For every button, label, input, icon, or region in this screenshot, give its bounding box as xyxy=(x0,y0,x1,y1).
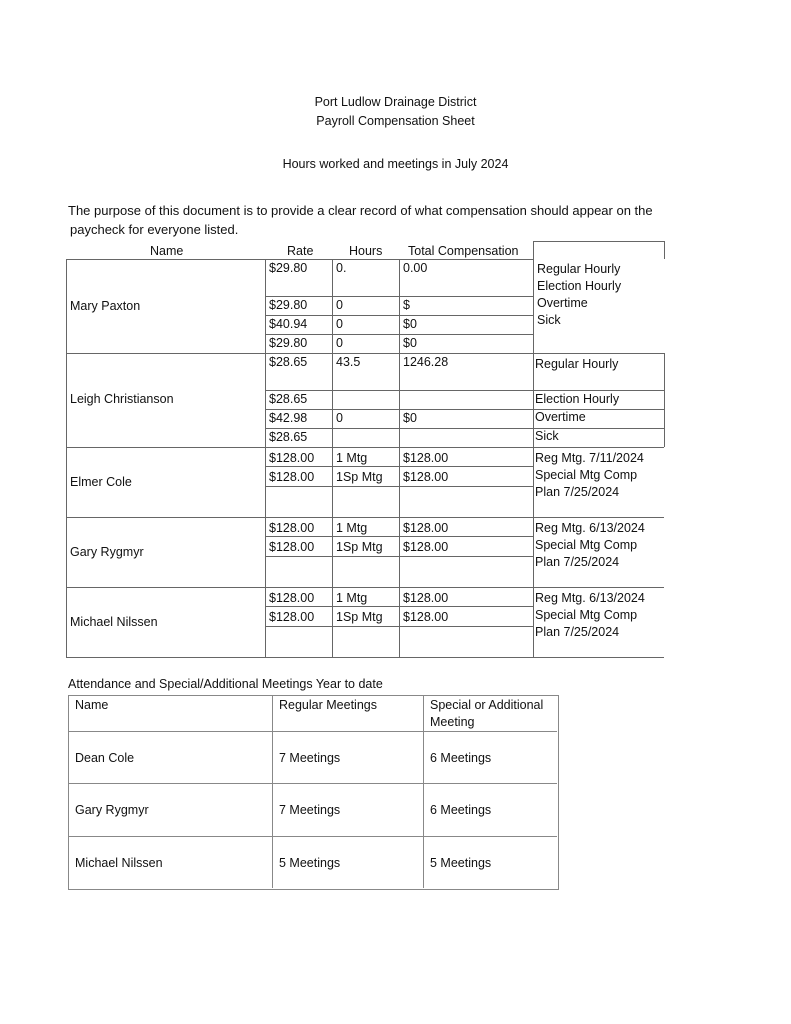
rate-cell: $29.80 xyxy=(269,298,308,312)
total-cell: $128.00 xyxy=(403,451,449,465)
period-heading: Hours worked and meetings in July 2024 xyxy=(282,157,509,171)
pay-type-label: Sick xyxy=(535,429,559,443)
hours-cell: 1 Mtg xyxy=(336,451,368,465)
special-meetings-count: 6 Meetings xyxy=(430,803,492,817)
total-cell: $128.00 xyxy=(403,540,449,554)
employee-name: Elmer Cole xyxy=(70,475,132,489)
attendance-col-header: Name xyxy=(75,698,109,712)
total-cell: $128.00 xyxy=(403,610,449,624)
hours-cell: 1Sp Mtg xyxy=(336,540,383,554)
attendee-name: Gary Rygmyr xyxy=(75,803,149,817)
total-cell: $128.00 xyxy=(403,470,449,484)
rate-cell: $42.98 xyxy=(269,411,308,425)
col-header-hours: Hours xyxy=(349,244,383,258)
employee-name: Michael Nilssen xyxy=(70,615,158,629)
rate-cell: $128.00 xyxy=(269,451,315,465)
total-cell: $128.00 xyxy=(403,591,449,605)
hours-cell: 1Sp Mtg xyxy=(336,610,383,624)
total-cell: 1246.28 xyxy=(403,355,449,369)
pay-type-label: Sick xyxy=(537,313,561,327)
hours-cell: 1 Mtg xyxy=(336,521,368,535)
total-cell: 0.00 xyxy=(403,261,428,275)
grid-line xyxy=(68,783,557,784)
hours-cell: 1 Mtg xyxy=(336,591,368,605)
attendance-col-header: Special or Additional Meeting xyxy=(430,698,544,729)
rate-cell: $29.80 xyxy=(269,261,308,275)
special-meetings-count: 6 Meetings xyxy=(430,751,492,765)
hours-cell: 0 xyxy=(336,336,343,350)
employee-name: Gary Rygmyr xyxy=(70,545,144,559)
rate-cell: $128.00 xyxy=(269,540,315,554)
col-header-name: Name xyxy=(150,244,184,258)
hours-cell: 0 xyxy=(336,298,343,312)
regular-meetings-count: 7 Meetings xyxy=(279,803,341,817)
rate-cell: $28.65 xyxy=(269,392,308,406)
attendance-title: Attendance and Special/Additional Meetings Year to date xyxy=(68,677,383,691)
hours-cell: 1Sp Mtg xyxy=(336,470,383,484)
hours-cell: 0 xyxy=(336,411,343,425)
employee-name: Mary Paxton xyxy=(70,299,141,313)
rate-cell: $128.00 xyxy=(269,470,315,484)
special-meetings-count: 5 Meetings xyxy=(430,856,492,870)
pay-type-label: Overtime xyxy=(537,296,588,310)
regular-meetings-count: 5 Meetings xyxy=(279,856,341,870)
col-header-total: Total Compensation xyxy=(408,244,519,258)
hours-cell: 0. xyxy=(336,261,347,275)
sheet-title: Payroll Compensation Sheet xyxy=(316,114,475,128)
grid-line xyxy=(423,695,424,888)
rate-cell: $128.00 xyxy=(269,610,315,624)
total-cell: $128.00 xyxy=(403,521,449,535)
total-cell: $0 xyxy=(403,411,417,425)
intro-line-2: paycheck for everyone listed. xyxy=(70,222,239,237)
total-cell: $ xyxy=(403,298,410,312)
rate-cell: $40.94 xyxy=(269,317,308,331)
pay-type-label: Election Hourly xyxy=(535,392,620,406)
attendee-name: Michael Nilssen xyxy=(75,856,163,870)
attendance-col-header: Regular Meetings xyxy=(279,698,377,712)
rate-cell: $29.80 xyxy=(269,336,308,350)
meeting-description: Reg Mtg. 6/13/2024 Special Mtg Comp Plan 7/25/2024 xyxy=(535,521,645,569)
org-name: Port Ludlow Drainage District xyxy=(314,95,477,109)
pay-type-label: Regular Hourly xyxy=(537,262,621,276)
regular-meetings-count: 7 Meetings xyxy=(279,751,341,765)
grid-line xyxy=(272,695,273,888)
pay-type-label: Regular Hourly xyxy=(535,357,619,371)
hours-cell: 43.5 xyxy=(336,355,361,369)
grid-line xyxy=(68,836,557,837)
intro-line-1: The purpose of this document is to provide a clear record of what compensation should appear on the xyxy=(68,203,653,218)
col-header-rate: Rate xyxy=(287,244,314,258)
hours-cell: 0 xyxy=(336,317,343,331)
rate-cell: $128.00 xyxy=(269,521,315,535)
meeting-description: Reg Mtg. 7/11/2024 Special Mtg Comp Plan 7/25/2024 xyxy=(535,451,644,499)
rate-cell: $128.00 xyxy=(269,591,315,605)
attendee-name: Dean Cole xyxy=(75,751,135,765)
total-cell: $0 xyxy=(403,317,417,331)
rate-cell: $28.65 xyxy=(269,430,308,444)
grid-line xyxy=(68,731,557,732)
rate-cell: $28.65 xyxy=(269,355,308,369)
employee-name: Leigh Christianson xyxy=(70,392,174,406)
total-cell: $0 xyxy=(403,336,417,350)
meeting-description: Reg Mtg. 6/13/2024 Special Mtg Comp Plan 7/25/2024 xyxy=(535,591,645,639)
pay-type-label: Election Hourly xyxy=(537,279,622,293)
pay-type-label: Overtime xyxy=(535,410,586,424)
